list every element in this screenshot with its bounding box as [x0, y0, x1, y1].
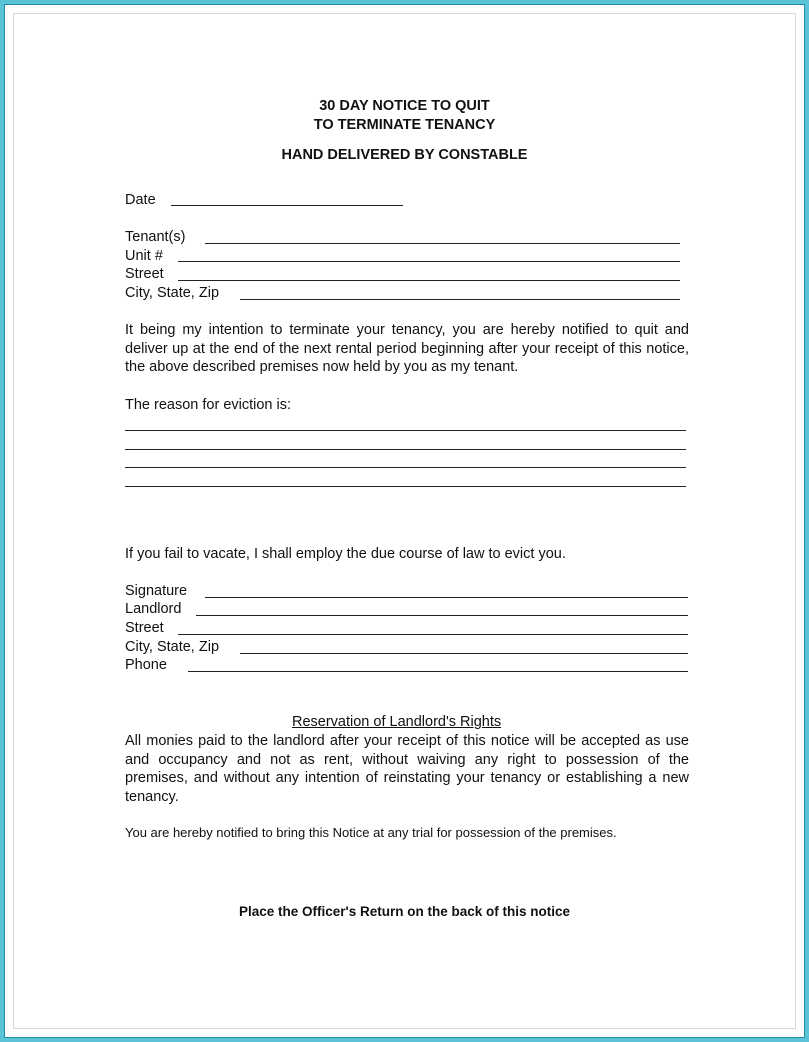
date-label: Date [125, 192, 156, 208]
landlord-label: Landlord [125, 601, 182, 617]
signature-field[interactable] [205, 597, 688, 598]
unit-label: Unit # [125, 248, 163, 264]
tenant-city-label: City, State, Zip [125, 285, 220, 301]
trial-notice: You are hereby notified to bring this Notice at any trial for possession of the premises. [125, 825, 617, 840]
tenant-street-label: Street [125, 266, 164, 282]
landlord-field[interactable] [196, 615, 688, 616]
reason-line-3[interactable] [125, 467, 686, 468]
phone-label: Phone [125, 657, 167, 673]
landlord-city-label: City, State, Zip [125, 639, 220, 655]
subtitle: HAND DELIVERED BY CONSTABLE [281, 147, 528, 163]
unit-field[interactable] [178, 261, 680, 262]
date-field[interactable] [171, 205, 403, 206]
vacate-statement: If you fail to vacate, I shall employ the due course of law to evict you. [125, 546, 566, 562]
title-line-2: TO TERMINATE TENANCY [313, 117, 496, 133]
reason-line-2[interactable] [125, 449, 686, 450]
landlord-street-field[interactable] [178, 634, 688, 635]
landlord-city-field[interactable] [240, 653, 688, 654]
tenant-city-field[interactable] [240, 299, 680, 300]
intent-paragraph: It being my intention to terminate your tenancy, you are hereby notified to quit and deliver up at the end of the next rental period beginning after your receipt of this notice, the above described premises now held by you as my tenant. [125, 322, 689, 376]
title-line-1: 30 DAY NOTICE TO QUIT [319, 98, 490, 114]
phone-field[interactable] [188, 671, 688, 672]
tenant-street-field[interactable] [178, 280, 680, 281]
reservation-heading: Reservation of Landlord's Rights [292, 714, 502, 730]
reservation-paragraph: All monies paid to the landlord after your receipt of this notice will be accepted as use and occupancy and not as rent, without waiving any right to possession of the premises, and without any intention of reinstating your tenancy or establishing a new tenancy. [125, 733, 689, 806]
tenants-field[interactable] [205, 243, 680, 244]
officer-return-note: Place the Officer's Return on the back of this notice [238, 904, 571, 919]
signature-label: Signature [125, 583, 188, 599]
reason-label: The reason for eviction is: [125, 397, 292, 413]
tenants-label: Tenant(s) [125, 229, 186, 245]
document-inner-border [13, 13, 796, 1029]
reason-line-1[interactable] [125, 430, 686, 431]
reason-line-4[interactable] [125, 486, 686, 487]
landlord-street-label: Street [125, 620, 164, 636]
